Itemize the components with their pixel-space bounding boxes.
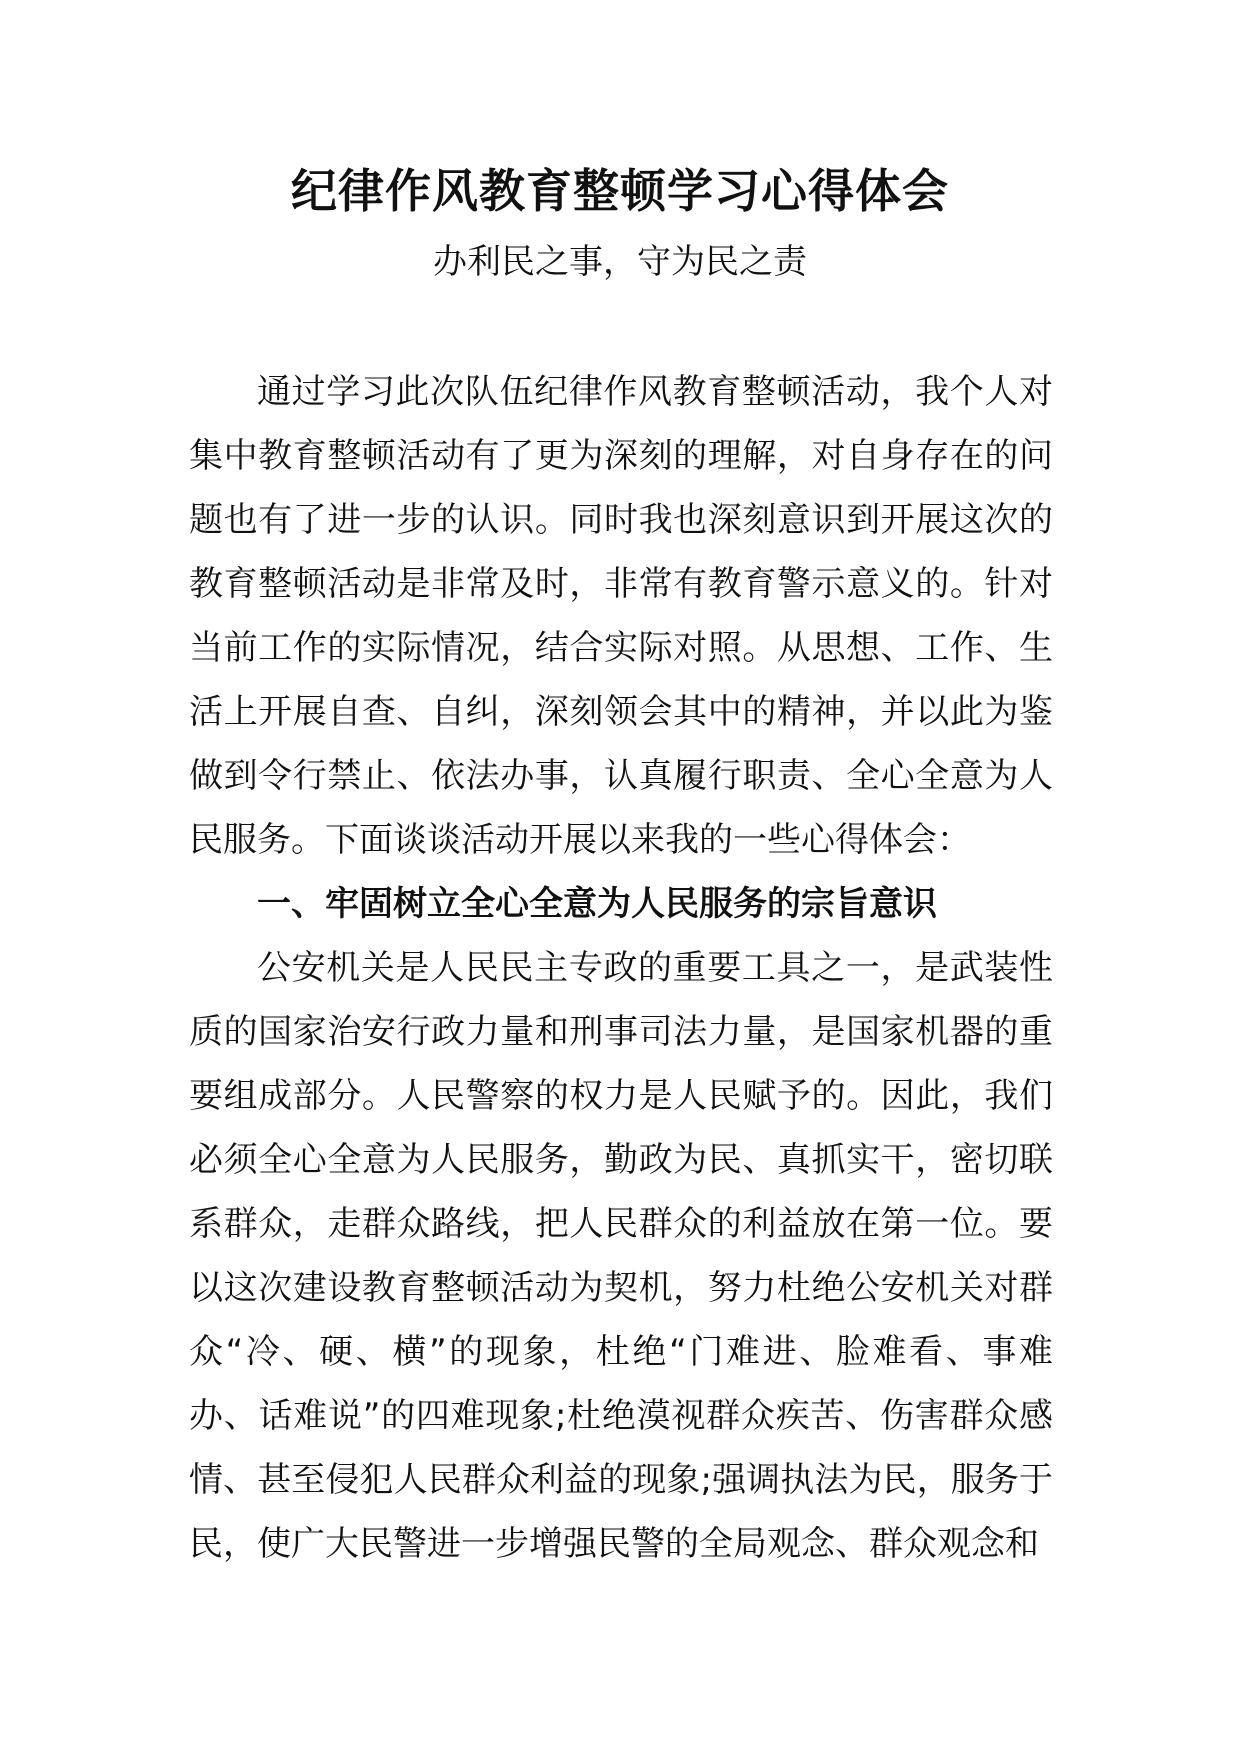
document-body <box>189 360 1053 1576</box>
paragraph-intro: 通过学习此次队伍纪律作风教育整顿活动，我个人对集中教育整顿活动有了更为深刻的理解，对自身存在的问题也有了进一步的认识。同时我也深刻意识到开展这次的教育整顿活动是非常及时，非常有教育警示意义的。针对当前工作的实际情况，结合实际对照。从思想、工作、生活上开展自查、自纠，深刻领会其中的精神，并以此为鉴做到令行禁止、依法办事，认真履行职责、全心全意为人民服务。下面谈谈活动开展以来我的一些心得体会： <box>189 372 1053 860</box>
paragraph-section-1: 公安机关是人民民主专政的重要工具之一，是武装性质的国家治安行政力量和刑事司法力量，是国家机器的重要组成部分。人民警察的权力是人民赋予的。因此，我们必须全心全意为人民服务，勤政为民、真抓实干，密切联系群众，走群众路线，把人民群众的利益放在第一位。要以这次建设教育整顿活动为契机，努力杜绝公安机关对群众“冷、硬、横”的现象，杜绝“门难进、脸难看、事难办、话难说”的四难现象;杜绝漠视群众疾苦、伤害群众感情、甚至侵犯人民群众利益的现象;强调执法为民，服务于民，使广大民警进一步增强民警的全局观念、群众观念和 <box>189 948 1053 1564</box>
document-title: 纪律作风教育整顿学习心得体会 <box>291 164 949 218</box>
section-heading-1: 一、牢固树立全心全意为人民服务的宗旨意识 <box>257 884 937 924</box>
document-subtitle: 办利民之事，守为民之责 <box>433 242 807 282</box>
